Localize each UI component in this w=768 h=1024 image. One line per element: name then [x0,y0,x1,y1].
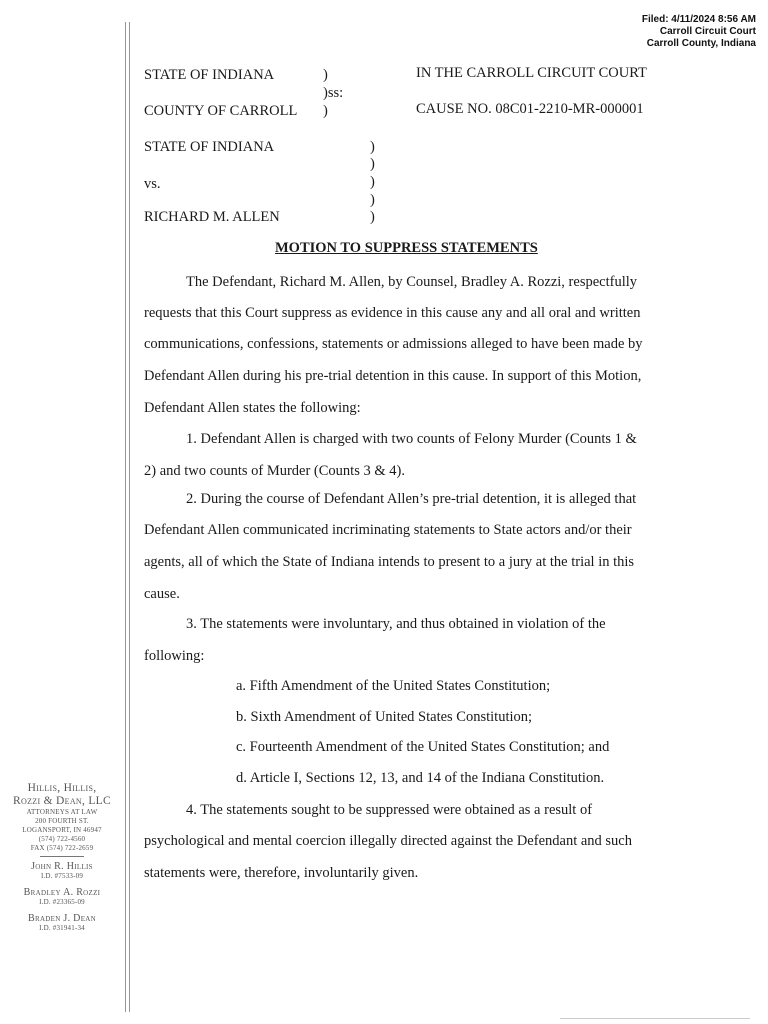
law-firm-block [6,782,118,933]
body-line: 4. The statements sought to be suppressed were obtained as a result of [186,802,593,818]
body-line: 2) and two counts of Murder (Counts 3 & 4). [144,463,405,479]
attorney-name: John R. Hillis [31,861,93,872]
filing-stamp-court: Carroll Circuit Court [659,26,756,37]
cause-number: CAUSE NO. 08C01-2210-MR-000001 [416,101,644,117]
body-line: requests that this Court suppress as evidence in this cause any and all oral and written [144,305,641,321]
firm-fax: FAX (574) 722-2659 [30,844,94,852]
motion-title: MOTION TO SUPPRESS STATEMENTS [275,240,538,256]
body-line: communications, confessions, statements or admissions alleged to have been made by [144,336,643,352]
body-line: cause. [144,586,180,602]
page-edge-line [560,1018,750,1019]
defendant-name: RICHARD M. ALLEN [144,209,280,225]
margin-rule-inner [129,22,130,1012]
firm-phone: (574) 722-4560 [38,835,86,843]
firm-street: 200 FOURTH ST. [35,817,89,825]
body-line: 3. The statements were involuntary, and thus obtained in violation of the [186,616,606,632]
body-line: Defendant Allen communicated incriminating statements to State actors and/or their [144,522,632,538]
firm-city: LOGANSPORT, IN 46947 [22,826,102,834]
caption-state: STATE OF INDIANA [144,67,275,83]
caption-ss: )ss: [323,85,344,101]
filing-stamp-county: Carroll County, Indiana [646,38,756,49]
body-line: statements were, therefore, involuntarily given. [144,865,419,881]
caption-paren: ) [370,156,375,172]
firm-tagline: ATTORNEYS AT LAW [26,808,98,816]
filing-stamp-date: Filed: 4/11/2024 8:56 AM [641,14,756,25]
caption-paren: ) [323,67,328,83]
body-line: 2. During the course of Defendant Allen’s pre-trial detention, it is alleged that [186,491,637,507]
list-item: d. Article I, Sections 12, 13, and 14 of the Indiana Constitution. [236,770,605,786]
attorney-id: I.D. #7533-09 [40,872,84,880]
firm-divider [40,856,84,857]
caption-paren: ) [370,209,375,225]
attorney-name: Braden J. Dean [28,913,96,924]
caption-paren: ) [370,192,375,208]
body-line: following: [144,648,205,664]
body-line: Defendant Allen during his pre-trial detention in this cause. In support of this Motion, [144,368,642,384]
attorney-name: Bradley A. Rozzi [23,887,101,898]
attorney-id: I.D. #31941-34 [39,924,85,932]
body-line: The Defendant, Richard M. Allen, by Counsel, Bradley A. Rozzi, respectfully [186,274,638,290]
body-line: agents, all of which the State of Indiana intends to present to a jury at the trial in this [144,554,635,570]
caption-paren: ) [323,103,328,119]
firm-name: Rozzi & Dean, LLC [13,795,111,807]
margin-rule-outer [125,22,126,1012]
caption-paren: ) [370,139,375,155]
court-name: IN THE CARROLL CIRCUIT COURT [416,65,647,81]
list-item: a. Fifth Amendment of the United States Constitution; [236,678,551,694]
plaintiff-name: STATE OF INDIANA [144,139,275,155]
attorney-id: I.D. #23365-09 [39,898,85,906]
firm-name: Hillis, Hillis, [27,782,97,794]
body-line: psychological and mental coercion illegally directed against the Defendant and such [144,833,632,849]
body-line: 1. Defendant Allen is charged with two counts of Felony Murder (Counts 1 & [186,431,637,447]
list-item: c. Fourteenth Amendment of the United States Constitution; and [236,739,610,755]
versus-label: vs. [144,176,161,192]
filing-stamp [642,14,756,50]
caption-paren: ) [370,174,375,190]
caption-county: COUNTY OF CARROLL [144,103,298,119]
body-line: Defendant Allen states the following: [144,400,361,416]
list-item: b. Sixth Amendment of United States Constitution; [236,709,533,725]
